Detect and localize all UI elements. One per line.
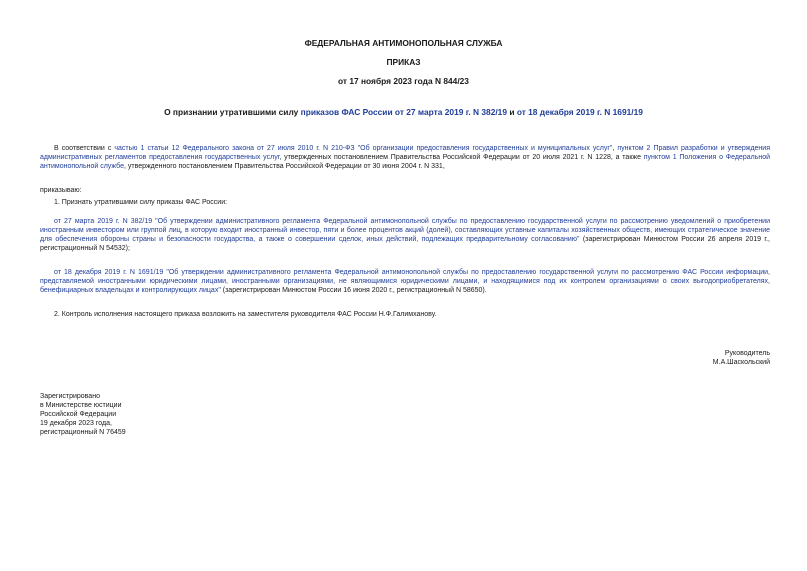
preamble-text-1: В соответствии с	[54, 145, 115, 152]
title-mid: и	[507, 107, 517, 117]
order-item-1: 1. Признать утратившими силу приказы ФАС России:	[54, 199, 228, 206]
registration-line-4: 19 декабря 2023 года,	[40, 420, 112, 428]
registration-line-3: Российской Федерации	[40, 411, 117, 419]
registration-line-1: Зарегистрировано	[40, 393, 100, 400]
registration-line-5: регистрационный N 76459	[40, 429, 126, 437]
title-prefix: О признании утратившими силу	[164, 107, 301, 117]
registration-block	[40, 392, 126, 437]
agency-heading: ФЕДЕРАЛЬНАЯ АНТИМОНОПОЛЬНАЯ СЛУЖБА	[304, 38, 503, 48]
doc-date-number: от 17 ноября 2023 года N 844/23	[338, 76, 469, 86]
link-order-382[interactable]: от 27 марта 2019 г. N 382/19 "Об утверждении административного регламента Федеральной антимонопольной службы по предоставлению государственной услуги по рассмотрению уведомлений о приобретении иностранным инвестором или группой лиц, в которую входит иностранный инвестор, пяти и более процентов акций (долей), составляющих уставные капиталы хозяйственных обществ, имеющих стратегическое значение для обеспечения обороны страны и безопасности государства, а также о совершении сделок, иных действий, подлежащих предварительному согласованию"	[40, 218, 770, 244]
order-item-1a-tail: (зарегистрирован Минюстом России 26 апреля 2019 г., регистрационный N 54532);	[40, 236, 770, 253]
link-rules-item-2[interactable]: пунктом 2 Правил разработки и утверждения административных регламентов предоставления государственных услуг	[40, 145, 771, 162]
preamble-text-3: , утвержденных постановлением Правительства Российской Федерации от 20 июля 2021 г. N 1228, а также	[279, 154, 644, 162]
order-item-1b-tail: (зарегистрирован Минюстом России 16 июня 2020 г., регистрационный N 58650).	[220, 287, 487, 295]
registration-line-2: в Министерстве юстиции	[40, 402, 122, 410]
link-order-1691[interactable]: от 18 декабря 2019 г. N 1691/19 "Об утверждении административного регламента Федеральной антимонопольной службы по предоставлению государственной услуги по рассмотрению ФАС России информации, представляемой иностранными юридическими лицами, иностранными организациями, не являющимися юридическими лицами, и находящимися под их контролем организациями о своих выгодоприобретателях, бенефициарных владельцах и контролирующих лицах"	[40, 269, 770, 295]
link-fas-regulation[interactable]: пунктом 1 Положения о Федеральной антимонопольной службе	[40, 154, 771, 171]
title-link-order-1691[interactable]: от 18 декабря 2019 г. N 1691/19	[516, 107, 643, 117]
signature-block	[713, 349, 770, 367]
order-item-2: 2. Контроль исполнения настоящего приказа возложить на заместителя руководителя ФАС России Н.Ф.Галимханову.	[54, 311, 437, 318]
link-law-210[interactable]: частью 1 статьи 12 Федерального закона от 27 июля 2010 г. N 210-ФЗ "Об организации предоставления государственных и муниципальных услуг"	[114, 145, 613, 152]
preamble-text-2: ,	[612, 145, 618, 152]
document-title	[0, 107, 807, 118]
signer-role: Руководитель	[724, 350, 770, 357]
title-link-order-382[interactable]: приказов ФАС России от 27 марта 2019 г. N 382/19	[300, 107, 507, 117]
doc-type-heading: ПРИКАЗ	[386, 57, 421, 67]
order-item-1a	[40, 217, 770, 253]
signer-name: М.А.Шаскольский	[712, 359, 770, 367]
preamble-text-4: , утвержденного постановлением Правительства Российской Федерации от 30 июня 2004 г. N 331,	[123, 163, 445, 171]
order-item-1b	[40, 268, 770, 295]
order-label: приказываю:	[40, 187, 82, 194]
preamble-paragraph	[40, 144, 770, 171]
